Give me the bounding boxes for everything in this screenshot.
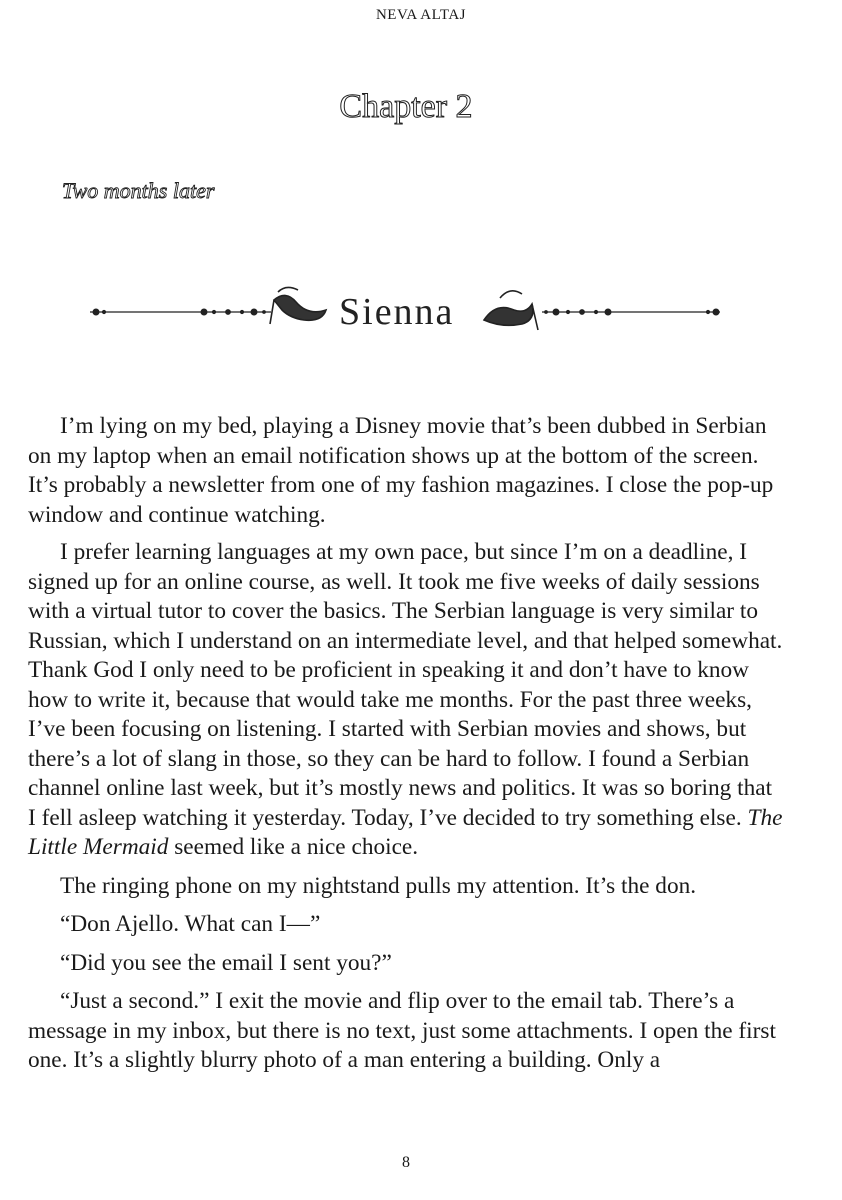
- chapter-title: Chapter 2: [339, 88, 473, 125]
- pov-character-name: Sienna: [339, 291, 455, 333]
- chapter-body: [28, 412, 784, 1085]
- paragraph-text: seemed like a nice choice.: [168, 834, 419, 860]
- pov-ornament: [86, 280, 726, 340]
- dialogue-line: “Did you see the email I sent you?”: [60, 949, 392, 976]
- paragraph: I’m lying on my bed, playing a Disney movie that’s been dubbed in Serbian on my laptop when an email notification shows up at the bottom of the screen. It’s probably a newsletter from one of my fashion magazines. I close the pop-up window and continue watching.: [28, 413, 774, 528]
- high-heel-shoe-icon: [270, 287, 326, 324]
- time-skip-epigraph: Two months later: [62, 178, 215, 203]
- paragraph: “Just a second.” I exit the movie and flip over to the email tab. There’s a message in my inbox, but there is no text, just some attachments. I open the first one. It’s a slightly blurry photo of a man entering a building. Only a: [28, 988, 776, 1073]
- paragraph: The ringing phone on my nightstand pulls my attention. It’s the don.: [60, 872, 697, 899]
- dialogue-line: “Don Ajello. What can I—”: [60, 911, 321, 937]
- running-header: NEVA ALTAJ: [375, 7, 467, 23]
- page-number: 8: [402, 1154, 410, 1171]
- paragraph-text: I prefer learning languages at my own pace, but since I’m on a deadline, I signed up for an online course, as well. It took me five weeks of daily sessions with a virtual tutor to cover the basics. The Serbian language is very similar to Russian, which I understand on an intermediate level, and that helped somewhat. Thank God I only need to be proficient in speaking it and don’t have to know how to write it, because that would take me months. For the past three weeks, I’ve been focusing on listening. I started with Serbian movies and shows, but there’s a lot of slang in those, so they can be hard to follow. I found a Serbian channel online last week, but it’s mostly news and politics. It was so boring that I fell asleep watching it yesterday. Today, I’ve decided to try something else.: [28, 539, 783, 831]
- movie-title: The Little Mermaid: [28, 804, 783, 860]
- paragraph: [28, 538, 784, 863]
- left-flourish-divider: [90, 309, 271, 315]
- right-flourish-divider: [542, 309, 720, 315]
- high-heel-shoe-icon: [484, 291, 538, 330]
